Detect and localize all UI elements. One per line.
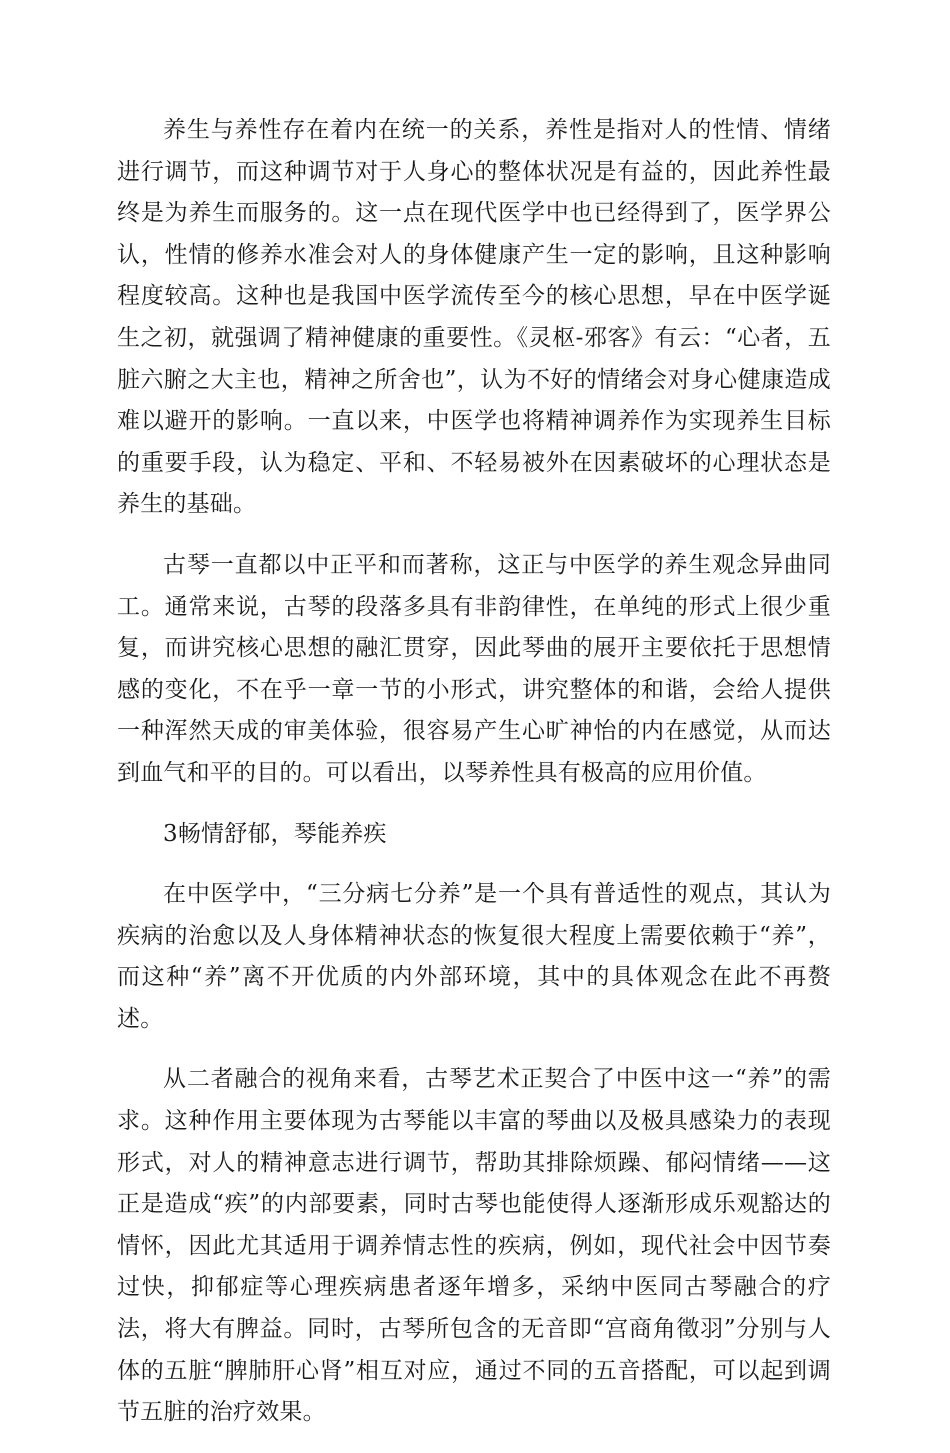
paragraph-1: 养生与养性存在着内在统一的关系，养性是指对人的性情、情绪进行调节，而这种调节对于人身心的整体状况是有益的，因此养性最终是为养生而服务的。这一点在现代医学中也已经得到了，医学界公认，性情的修养水准会对人的身体健康产生一定的影响，且这种影响程度较高。这种也是我国中医学流传至今的核心思想，早在中医学诞生之初，就强调了精神健康的重要性。《灵枢-邪客》有云：“心者，五脏六腑之大主也，精神之所舍也”，认为不好的情绪会对身心健康造成难以避开的影响。一直以来，中医学也将精神调养作为实现养生目标的重要手段，认为稳定、平和、不轻易被外在因素破坏的心理状态是养生的基础。 — [117, 117, 831, 518]
document-body — [117, 110, 831, 1453]
paragraph-3: 在中医学中，“三分病七分养”是一个具有普适性的观点，其认为疾病的治愈以及人身体精神状态的恢复很大程度上需要依赖于“养”，而这种“养”离不开优质的内外部环境，其中的具体观念在此不再赘述。 — [117, 881, 831, 1032]
section-heading: 3畅情舒郁，琴能养疾 — [163, 820, 387, 847]
paragraph-4: 从二者融合的视角来看，古琴艺术正契合了中医中这一“养”的需求。这种作用主要体现为古琴能以丰富的琴曲以及极具感染力的表现形式，对人的精神意志进行调节，帮助其排除烦躁、郁闷情绪——这正是造成“疾”的内部要素，同时古琴也能使得人逐渐形成乐观豁达的情怀，因此尤其适用于调养情志性的疾病，例如，现代社会中因节奏过快，抑郁症等心理疾病患者逐年增多，采纳中医同古琴融合的疗法，将大有脾益。同时，古琴所包含的无音即“宫商角徵羽”分别与人体的五脏“脾肺肝心肾”相互对应，通过不同的五音搭配，可以起到调节五脏的治疗效果。 — [117, 1066, 831, 1426]
paragraph-2: 古琴一直都以中正平和而著称，这正与中医学的养生观念异曲同工。通常来说，古琴的段落多具有非韵律性，在单纯的形式上很少重复，而讲究核心思想的融汇贯穿，因此琴曲的展开主要依托于思想情感的变化，不在乎一章一节的小形式，讲究整体的和谐，会给人提供一种浑然天成的审美体验，很容易产生心旷神怡的内在感觉，从而达到血气和平的目的。可以看出，以琴养性具有极高的应用价值。 — [117, 551, 831, 786]
